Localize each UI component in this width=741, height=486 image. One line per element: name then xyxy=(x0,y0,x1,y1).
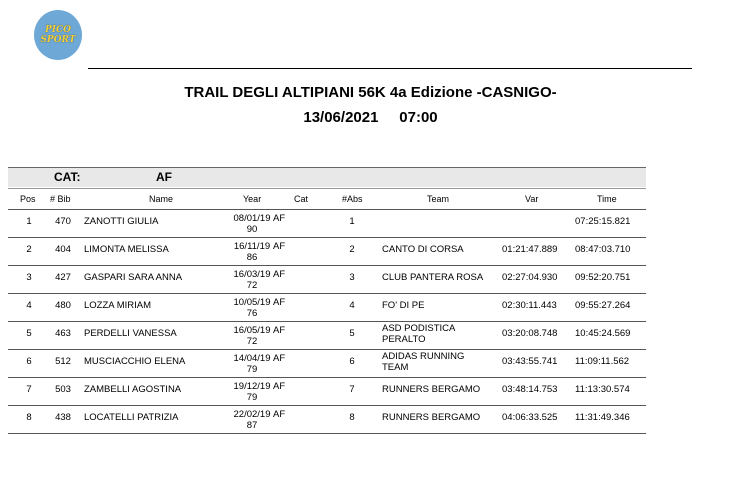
table-row xyxy=(8,322,646,350)
row-year xyxy=(232,269,272,291)
row-team-line1: CANTO DI CORSA xyxy=(382,244,464,255)
row-year-date: 16/05/19 xyxy=(233,325,271,336)
row-team-line1: ADIDAS RUNNING xyxy=(382,351,465,362)
row-year-birth: 79 xyxy=(246,392,258,403)
row-abs: 5 xyxy=(349,328,355,339)
row-time: 11:09:11.562 xyxy=(575,356,630,367)
row-pos: 6 xyxy=(26,356,32,367)
row-pos: 8 xyxy=(26,412,32,423)
row-abs: 6 xyxy=(349,356,355,367)
table-row xyxy=(8,378,646,406)
row-year-birth: 76 xyxy=(246,308,258,319)
row-bib: 427 xyxy=(55,272,71,283)
table-row xyxy=(8,210,646,238)
row-cat: AF xyxy=(273,325,286,336)
row-var: 02:30:11.443 xyxy=(502,300,557,311)
results-table-body xyxy=(8,210,646,434)
row-team xyxy=(382,300,507,311)
row-year xyxy=(232,409,272,431)
row-year xyxy=(232,241,272,263)
logo-text-line2: SPORT xyxy=(40,35,76,45)
row-bib: 503 xyxy=(55,384,71,395)
row-team-line2: TEAM xyxy=(382,362,409,373)
row-team-line1: ASD PODISTICA xyxy=(382,323,456,334)
row-year-birth: 72 xyxy=(246,280,258,291)
row-var: 04:06:33.525 xyxy=(502,412,558,423)
table-row xyxy=(8,406,646,434)
row-var: 02:27:04.930 xyxy=(502,272,558,283)
row-year-date: 16/11/19 xyxy=(233,241,271,252)
row-year-date: 22/02/19 xyxy=(233,409,271,420)
row-team xyxy=(382,412,507,423)
row-cat: AF xyxy=(273,409,286,420)
row-year xyxy=(232,381,272,403)
col-pos-header: Pos xyxy=(20,194,36,204)
table-row xyxy=(8,294,646,322)
row-name: GASPARI SARA ANNA xyxy=(84,272,183,283)
row-abs: 2 xyxy=(349,244,355,255)
row-bib: 480 xyxy=(55,300,71,311)
row-var: 03:43:55.741 xyxy=(502,356,558,367)
row-year-date: 19/12/19 xyxy=(233,381,271,392)
row-team xyxy=(382,272,507,283)
row-time: 11:13:30.574 xyxy=(575,384,630,395)
row-var: 01:21:47.889 xyxy=(502,244,558,255)
row-abs: 8 xyxy=(349,412,355,423)
row-cat: AF xyxy=(273,353,286,364)
row-cat: AF xyxy=(273,269,286,280)
col-name-header: Name xyxy=(149,194,174,204)
row-abs: 1 xyxy=(349,216,355,227)
row-name: LOCATELLI PATRIZIA xyxy=(84,412,179,423)
row-team xyxy=(382,351,507,373)
row-var: 03:48:14.753 xyxy=(502,384,558,395)
results-table-header xyxy=(8,188,646,210)
row-year-birth: 79 xyxy=(246,364,258,375)
logo-text-line1: PICO xyxy=(45,25,71,35)
row-time: 09:52:20.751 xyxy=(575,272,631,283)
row-year-date: 16/03/19 xyxy=(233,269,271,280)
pico-sport-logo xyxy=(34,10,82,60)
col-abs-header: #Abs xyxy=(342,194,363,204)
category-band xyxy=(8,167,646,187)
row-time: 11:31:49.346 xyxy=(575,412,630,423)
row-time: 10:45:24.569 xyxy=(575,328,631,339)
row-year-date: 14/04/19 xyxy=(233,353,271,364)
row-bib: 438 xyxy=(55,412,71,423)
row-name: PERDELLI VANESSA xyxy=(84,328,177,339)
row-year-birth: 86 xyxy=(246,252,258,263)
event-title: TRAIL DEGLI ALTIPIANI 56K 4a Edizione -CASNIGO- xyxy=(184,84,557,101)
row-year-date: 10/05/19 xyxy=(233,297,271,308)
row-team xyxy=(382,244,507,255)
row-cat: AF xyxy=(273,297,286,308)
row-cat: AF xyxy=(273,381,286,392)
row-year-birth: 72 xyxy=(246,336,258,347)
row-name: ZANOTTI GIULIA xyxy=(84,216,159,227)
row-name: LOZZA MIRIAM xyxy=(84,300,152,311)
category-label: CAT: xyxy=(54,170,81,184)
row-team xyxy=(382,323,507,345)
row-year xyxy=(232,213,272,235)
row-year-birth: 90 xyxy=(246,224,258,235)
row-bib: 470 xyxy=(55,216,71,227)
row-pos: 4 xyxy=(26,300,32,311)
row-team-line2: PERALTO xyxy=(382,334,426,345)
row-year-birth: 87 xyxy=(246,420,258,431)
row-time: 09:55:27.264 xyxy=(575,300,631,311)
row-pos: 3 xyxy=(26,272,32,283)
row-pos: 5 xyxy=(26,328,32,339)
row-name: LIMONTA MELISSA xyxy=(84,244,169,255)
category-value: AF xyxy=(156,170,172,184)
row-cat: AF xyxy=(273,213,286,224)
row-pos: 1 xyxy=(26,216,32,227)
row-bib: 463 xyxy=(55,328,71,339)
table-row xyxy=(8,266,646,294)
row-pos: 2 xyxy=(26,244,32,255)
row-abs: 7 xyxy=(349,384,355,395)
row-bib: 512 xyxy=(55,356,71,367)
row-year xyxy=(232,297,272,319)
row-year xyxy=(232,325,272,347)
col-var-header: Var xyxy=(525,194,539,204)
row-pos: 7 xyxy=(26,384,32,395)
header-divider xyxy=(88,68,692,69)
row-team-line1: CLUB PANTERA ROSA xyxy=(382,272,484,283)
col-time-header: Time xyxy=(597,194,617,204)
row-team-line1: RUNNERS BERGAMO xyxy=(382,384,481,395)
row-time: 07:25:15.821 xyxy=(575,216,631,227)
row-abs: 3 xyxy=(349,272,355,283)
row-year-date: 08/01/19 xyxy=(233,213,271,224)
table-row xyxy=(8,350,646,378)
row-time: 08:47:03.710 xyxy=(575,244,631,255)
row-cat: AF xyxy=(273,241,286,252)
col-bib-header: # Bib xyxy=(50,194,71,204)
row-team-line1: FO' DI PE xyxy=(382,300,425,311)
row-year xyxy=(232,353,272,375)
col-team-header: Team xyxy=(427,194,450,204)
row-var: 03:20:08.748 xyxy=(502,328,558,339)
row-bib: 404 xyxy=(55,244,71,255)
row-name: MUSCIACCHIO ELENA xyxy=(84,356,186,367)
table-row xyxy=(8,238,646,266)
row-abs: 4 xyxy=(349,300,355,311)
col-cat-header: Cat xyxy=(294,194,309,204)
col-year-header: Year xyxy=(243,194,262,204)
row-name: ZAMBELLI AGOSTINA xyxy=(84,384,182,395)
row-team-line1: RUNNERS BERGAMO xyxy=(382,412,481,423)
event-date-time: 13/06/2021 07:00 xyxy=(303,109,438,126)
row-team xyxy=(382,384,507,395)
